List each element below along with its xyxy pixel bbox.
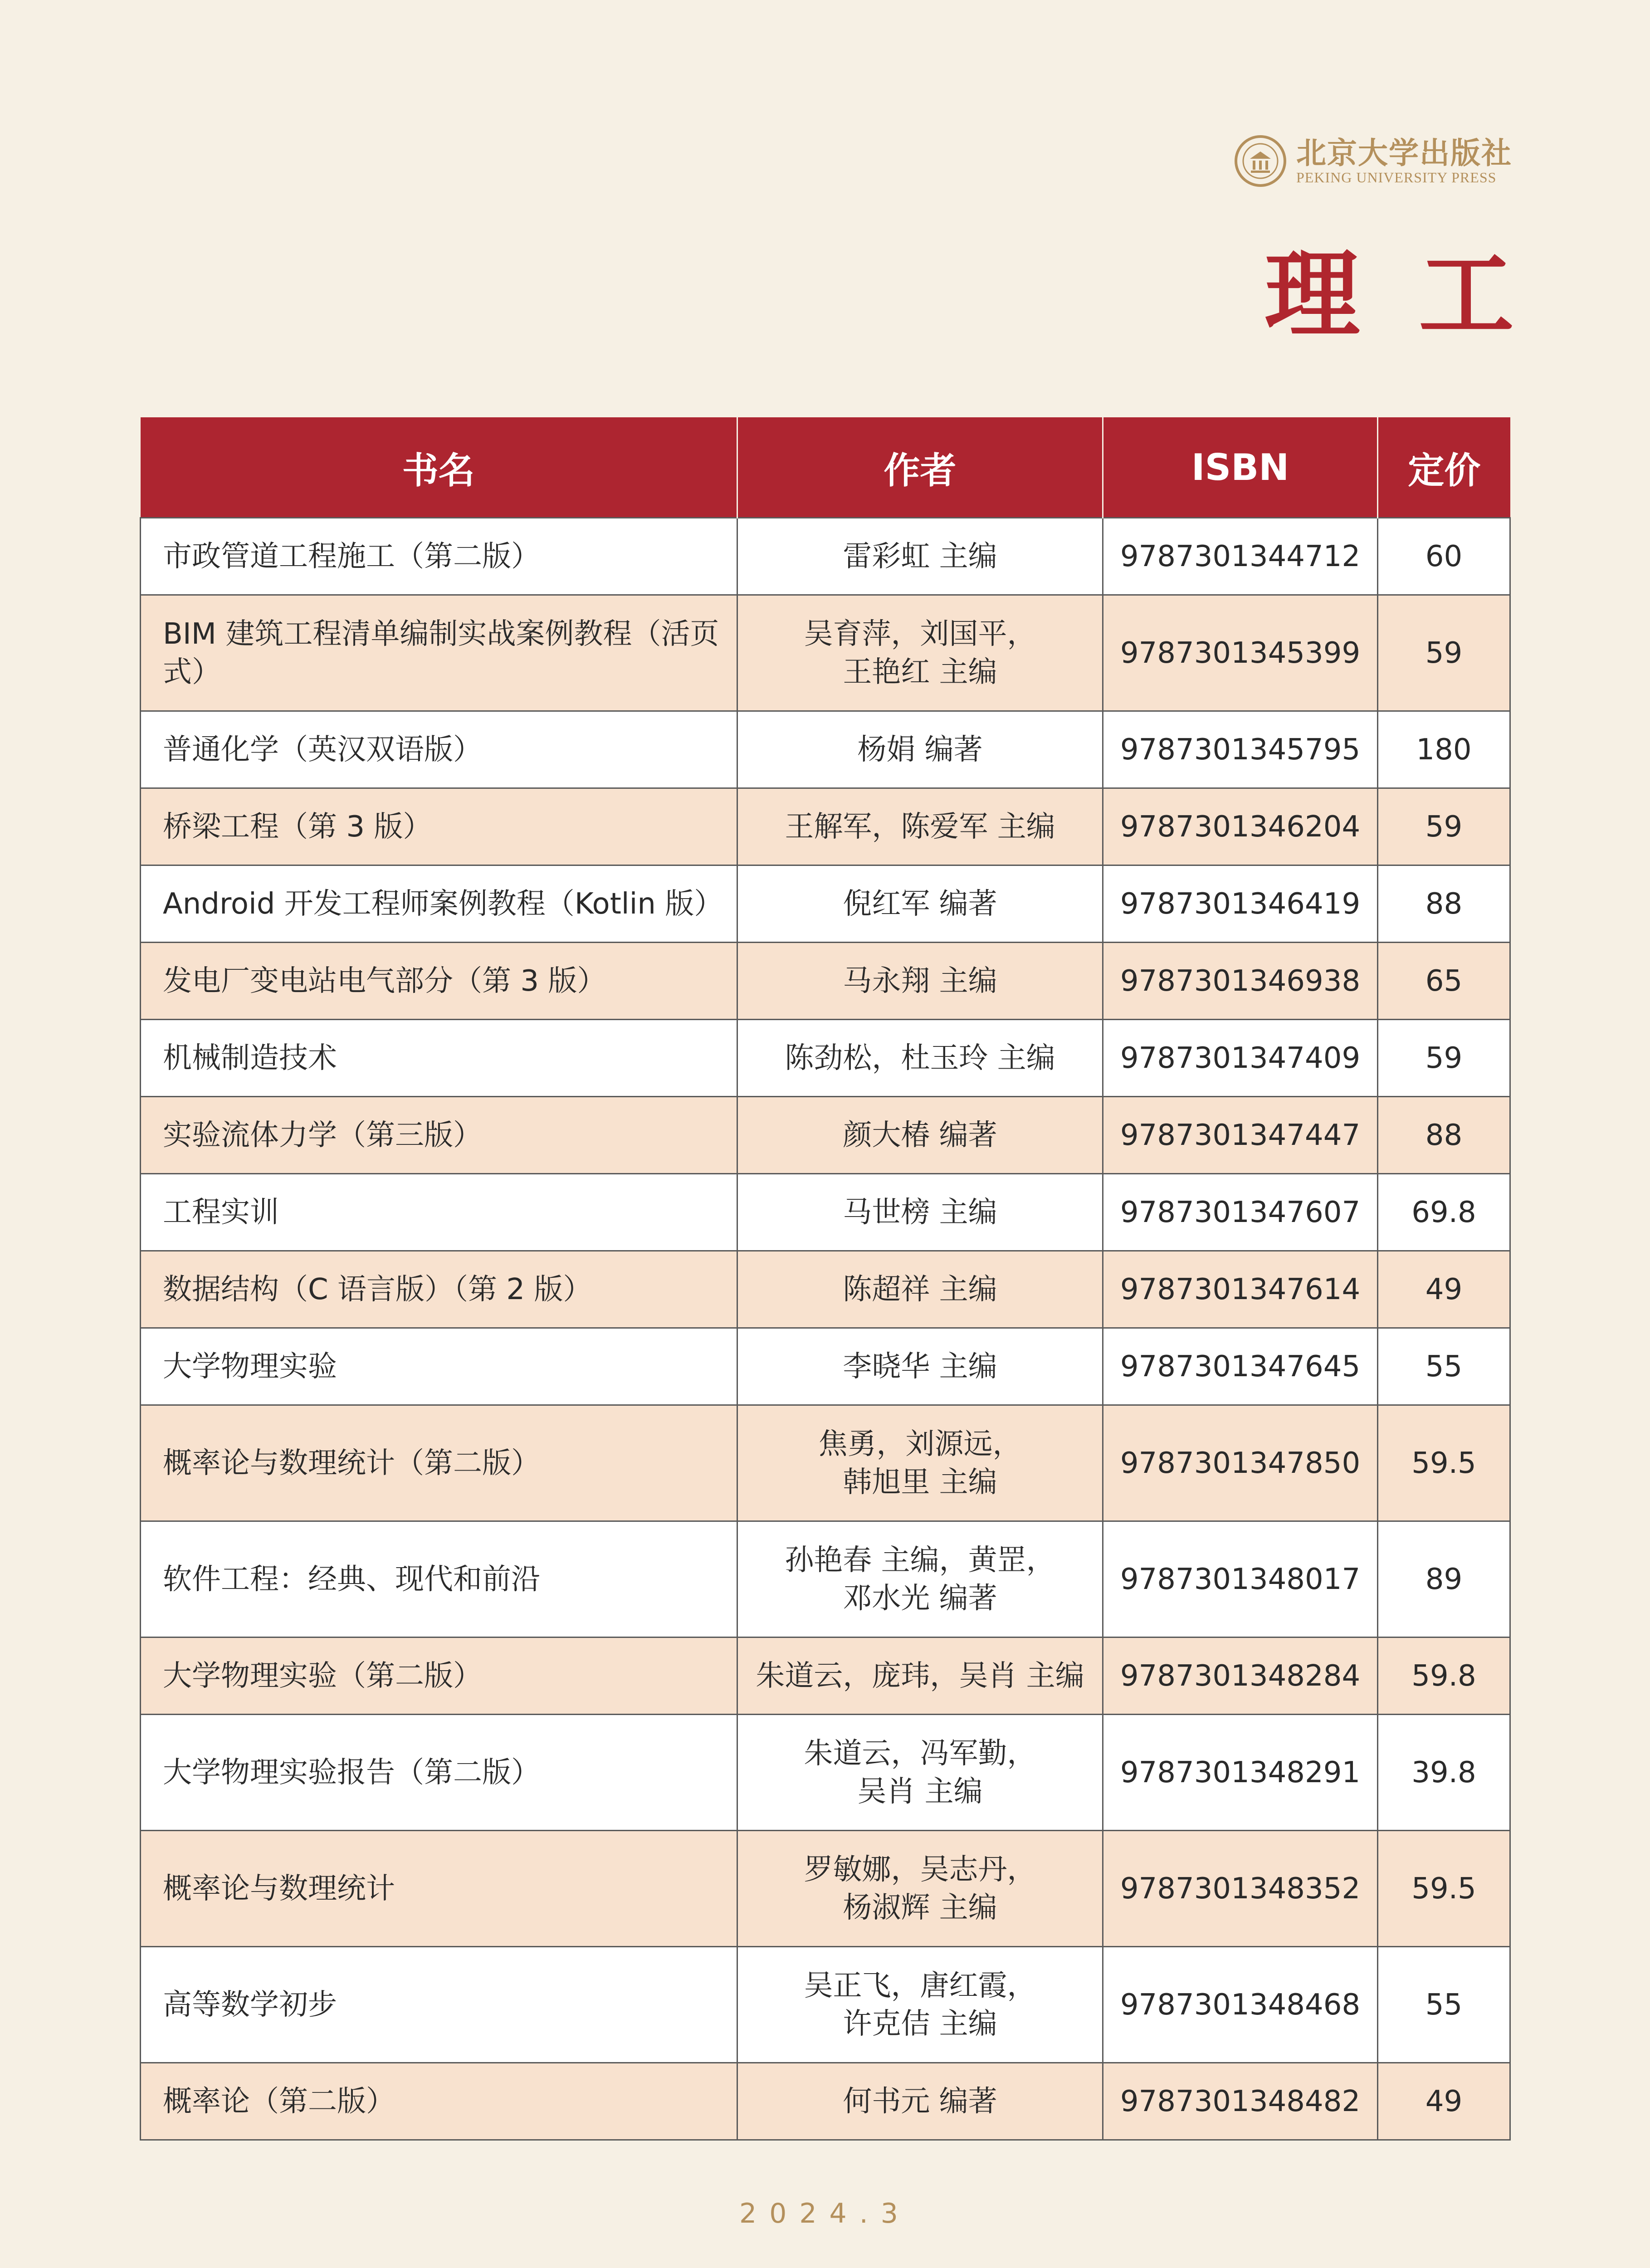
book-title-cell: 高等数学初步 (141, 1947, 737, 2063)
book-author-cell (737, 865, 1103, 943)
author-line: 颜大椿 编著 (843, 1118, 997, 1152)
book-isbn-cell: 9787301347645 (1103, 1328, 1378, 1405)
book-isbn-cell: 9787301346419 (1103, 865, 1378, 943)
author-line: 吴正飞，唐红霞， (804, 1969, 1036, 2003)
book-title-cell: 大学物理实验（第二版） (141, 1637, 737, 1715)
author-line: 韩旭里 主编 (843, 1465, 997, 1499)
page-title: 理工 (1264, 239, 1573, 351)
table-row (141, 518, 1510, 595)
author-line: 邓水光 编著 (843, 1581, 997, 1615)
book-author-cell (737, 518, 1103, 595)
book-isbn-cell: 9787301344712 (1103, 518, 1378, 595)
author-line: 陈超祥 主编 (843, 1272, 997, 1306)
book-author-cell (737, 1715, 1103, 1831)
book-isbn-cell: 9787301347409 (1103, 1020, 1378, 1097)
book-price-cell: 69.8 (1378, 1174, 1510, 1251)
author-line: 吴肖 主编 (857, 1774, 983, 1809)
book-title-cell: 普通化学（英汉双语版） (141, 711, 737, 788)
table-row (141, 1947, 1510, 2063)
table-row (141, 711, 1510, 788)
book-author-cell (737, 2063, 1103, 2140)
author-line: 朱道云，冯军勤， (804, 1736, 1036, 1770)
book-author-cell (737, 1097, 1103, 1174)
book-isbn-cell: 9787301348482 (1103, 2063, 1378, 2140)
book-table (140, 417, 1511, 2141)
book-isbn-cell: 9787301348468 (1103, 1947, 1378, 2063)
author-line: 陈劲松，杜玉玲 主编 (785, 1041, 1055, 1075)
book-title-cell: 实验流体力学（第三版） (141, 1097, 737, 1174)
book-author-cell (737, 788, 1103, 865)
book-author-cell (737, 1020, 1103, 1097)
author-line: 何书元 编著 (843, 2084, 997, 2118)
book-title-cell: 概率论与数理统计（第二版） (141, 1405, 737, 1521)
book-isbn-cell: 9787301347607 (1103, 1174, 1378, 1251)
author-line: 杨娟 编著 (857, 733, 983, 767)
publisher-logo (1235, 132, 1515, 191)
book-title-cell: 机械制造技术 (141, 1020, 737, 1097)
table-row (141, 1097, 1510, 1174)
book-price-cell: 180 (1378, 711, 1510, 788)
book-title-cell: 发电厂变电站电气部分（第 3 版） (141, 943, 737, 1020)
table-row (141, 943, 1510, 1020)
author-line: 倪红军 编著 (843, 887, 997, 921)
book-price-cell: 59.5 (1378, 1831, 1510, 1947)
author-line: 焦勇，刘源远， (818, 1427, 1022, 1461)
table-row (141, 788, 1510, 865)
column-header-isbn: ISBN (1103, 417, 1378, 518)
book-title-cell: 大学物理实验报告（第二版） (141, 1715, 737, 1831)
book-author-cell (737, 1947, 1103, 2063)
book-author-cell (737, 1405, 1103, 1521)
table-row (141, 865, 1510, 943)
book-title-cell: 工程实训 (141, 1174, 737, 1251)
book-author-cell (737, 711, 1103, 788)
book-title-cell: 大学物理实验 (141, 1328, 737, 1405)
table-row (141, 1831, 1510, 1947)
author-line: 杨淑辉 主编 (843, 1891, 997, 1925)
book-title-cell: 概率论与数理统计 (141, 1831, 737, 1947)
author-line: 李晓华 主编 (843, 1349, 997, 1383)
book-title-cell: 数据结构（C 语言版）（第 2 版） (141, 1251, 737, 1328)
book-isbn-cell: 9787301346938 (1103, 943, 1378, 1020)
book-price-cell: 49 (1378, 1251, 1510, 1328)
book-isbn-cell: 9787301345795 (1103, 711, 1378, 788)
author-line: 王解军，陈爱军 主编 (785, 810, 1055, 844)
book-price-cell: 59.8 (1378, 1637, 1510, 1715)
author-line: 许克佶 主编 (843, 2007, 997, 2041)
book-price-cell: 59.5 (1378, 1405, 1510, 1521)
column-header-author: 作者 (737, 417, 1103, 518)
book-author-cell (737, 1251, 1103, 1328)
table-row (141, 1405, 1510, 1521)
book-title-cell: BIM 建筑工程清单编制实战案例教程（活页式） (141, 595, 737, 711)
publisher-name-cn: 北京大学出版社 (1296, 135, 1512, 171)
book-author-cell (737, 943, 1103, 1020)
book-price-cell: 55 (1378, 1947, 1510, 2063)
table-row (141, 1521, 1510, 1637)
author-line: 马世榜 主编 (843, 1195, 997, 1229)
book-isbn-cell: 9787301348352 (1103, 1831, 1378, 1947)
book-isbn-cell: 9787301347850 (1103, 1405, 1378, 1521)
table-row (141, 1715, 1510, 1831)
table-row (141, 1251, 1510, 1328)
column-header-price: 定价 (1378, 417, 1510, 518)
publisher-name-en: PEKING UNIVERSITY PRESS (1296, 169, 1497, 186)
book-author-cell (737, 1174, 1103, 1251)
table-row (141, 1637, 1510, 1715)
book-price-cell: 39.8 (1378, 1715, 1510, 1831)
book-price-cell: 59 (1378, 788, 1510, 865)
footer-date: 2024.3 (739, 2198, 911, 2229)
column-header-title: 书名 (141, 417, 737, 518)
book-price-cell: 59 (1378, 595, 1510, 711)
author-line: 孙艳春 主编，黄罡， (785, 1543, 1055, 1577)
book-isbn-cell: 9787301347447 (1103, 1097, 1378, 1174)
book-author-cell (737, 1328, 1103, 1405)
table-row (141, 2063, 1510, 2140)
book-author-cell (737, 1637, 1103, 1715)
book-author-cell (737, 595, 1103, 711)
book-author-cell (737, 1521, 1103, 1637)
book-price-cell: 59 (1378, 1020, 1510, 1097)
table-row (141, 1020, 1510, 1097)
table-row (141, 595, 1510, 711)
book-author-cell (737, 1831, 1103, 1947)
pku-seal-icon (1235, 135, 1286, 187)
table-row (141, 1174, 1510, 1251)
book-isbn-cell: 9787301348284 (1103, 1637, 1378, 1715)
author-line: 雷彩虹 主编 (843, 539, 997, 573)
book-price-cell: 49 (1378, 2063, 1510, 2140)
author-line: 罗敏娜，吴志丹， (804, 1853, 1036, 1887)
author-line: 王艳红 主编 (843, 655, 997, 689)
book-isbn-cell: 9787301348017 (1103, 1521, 1378, 1637)
table-header-row (141, 417, 1510, 518)
book-price-cell: 65 (1378, 943, 1510, 1020)
book-price-cell: 55 (1378, 1328, 1510, 1405)
book-title-cell: 软件工程：经典、现代和前沿 (141, 1521, 737, 1637)
book-isbn-cell: 9787301348291 (1103, 1715, 1378, 1831)
book-rows (141, 518, 1510, 2140)
author-line: 马永翔 主编 (843, 964, 997, 998)
book-isbn-cell: 9787301346204 (1103, 788, 1378, 865)
author-line: 吴育萍，刘国平， (804, 617, 1036, 651)
book-price-cell: 88 (1378, 1097, 1510, 1174)
book-isbn-cell: 9787301345399 (1103, 595, 1378, 711)
author-line: 朱道云，庞玮，吴肖 主编 (756, 1659, 1084, 1693)
book-isbn-cell: 9787301347614 (1103, 1251, 1378, 1328)
book-price-cell: 60 (1378, 518, 1510, 595)
book-price-cell: 88 (1378, 865, 1510, 943)
book-title-cell: 概率论（第二版） (141, 2063, 737, 2140)
book-title-cell: 市政管道工程施工（第二版） (141, 518, 737, 595)
book-price-cell: 89 (1378, 1521, 1510, 1637)
book-title-cell: Android 开发工程师案例教程（Kotlin 版） (141, 865, 737, 943)
table-row (141, 1328, 1510, 1405)
book-title-cell: 桥梁工程（第 3 版） (141, 788, 737, 865)
